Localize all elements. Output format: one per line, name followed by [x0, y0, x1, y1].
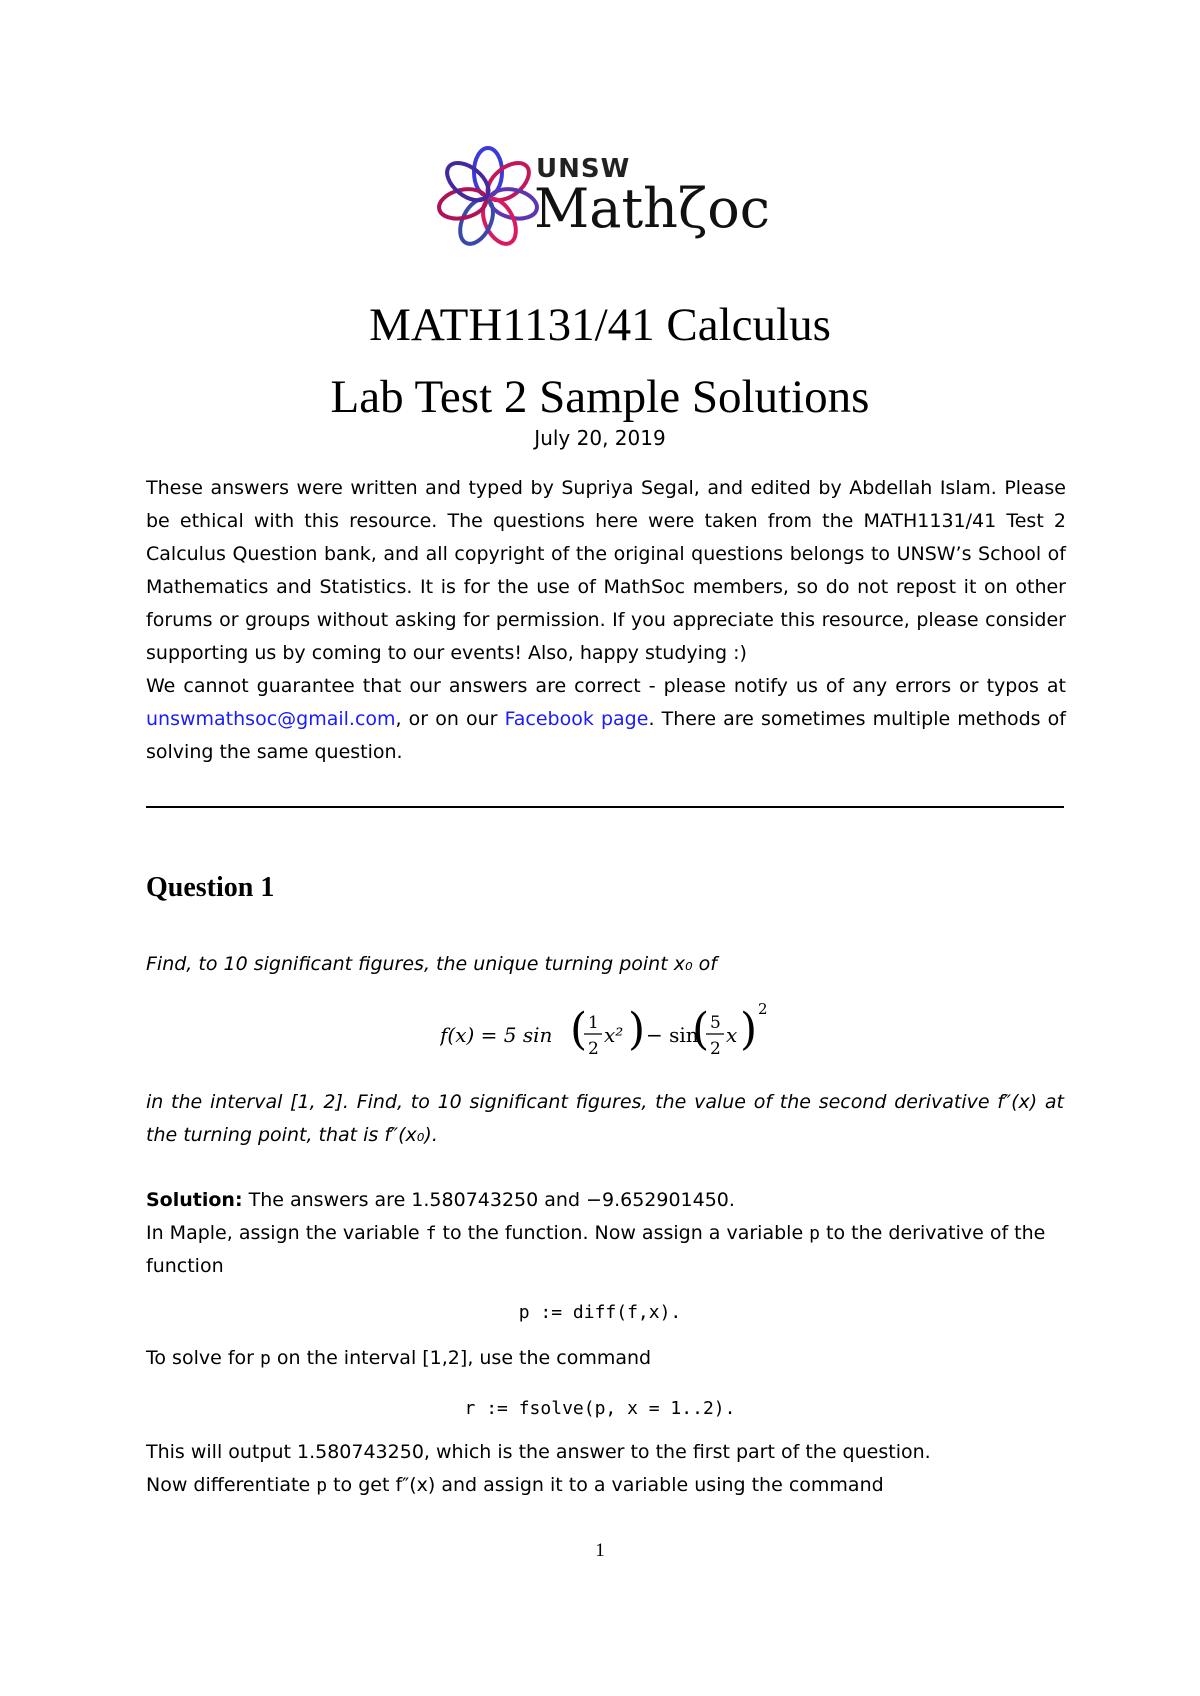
solution-section: [146, 1184, 1064, 1283]
variable-f: f: [425, 1223, 437, 1244]
formula-paren-open-1: (: [570, 1004, 588, 1055]
facebook-link[interactable]: Facebook page: [504, 708, 649, 730]
logo-mathsoc-text: Mathζoc: [534, 177, 770, 240]
formula-paren-close-2: ): [740, 1004, 758, 1055]
question-prompt-continued: in the interval [1, 2]. Find, to 10 significant figures, the value of the second derivative f″(x) at the turning point, that is f″(x₀).: [146, 1091, 1064, 1146]
maple-command-diff: p := diff(f,x).: [518, 1302, 682, 1323]
first-answer-note: This will output 1.580743250, which is the answer to the first part of the question.: [146, 1441, 931, 1463]
formula-minus-sin: − sin: [646, 1023, 699, 1047]
diff-variable-p: p: [316, 1475, 328, 1496]
intro-section: [146, 472, 1066, 769]
document-title: MATH1131/41 Calculus: [369, 299, 831, 351]
document-subtitle: Lab Test 2 Sample Solutions: [330, 371, 870, 423]
formula-paren-open-2: (: [692, 1004, 710, 1055]
formula-exponent: 2: [758, 1000, 768, 1018]
formula-frac1-den: 2: [588, 1039, 599, 1059]
solution-continuation: [146, 1436, 1064, 1502]
solve-variable-p: p: [259, 1348, 271, 1369]
maple-text-b: to the function. Now assign a variable: [436, 1222, 810, 1244]
solution-label: Solution:: [146, 1189, 243, 1211]
question-prompt: Find, to 10 significant figures, the unique turning point x₀ of: [146, 953, 717, 975]
solve-instruction: [146, 1342, 1064, 1375]
formula-frac2-num: 5: [710, 1013, 721, 1033]
formula-paren-close-1: ): [628, 1004, 646, 1055]
flower-logo-icon: [432, 142, 544, 254]
maple-text-c: to the derivative of the function: [146, 1222, 1046, 1277]
formula-inner1: x²: [604, 1023, 624, 1047]
formula-frac1-num: 1: [588, 1013, 599, 1033]
page-number: 1: [595, 1540, 605, 1561]
formula-lhs: f(x) = 5 sin: [440, 1023, 553, 1047]
solution-answers-line: [146, 1184, 1064, 1217]
diff-text-a: Now differentiate: [146, 1474, 317, 1496]
question-heading: Question 1: [146, 872, 275, 903]
email-link[interactable]: unswmathsoc@gmail.com: [146, 708, 396, 730]
disclaimer-text-c: . There are sometimes multiple methods of solving the same question.: [146, 708, 1066, 763]
intro-paragraph: These answers were written and typed by Supriya Segal, and edited by Abdellah Islam. Please be ethical with this resource. The questions here were taken from the MATH1131/41 Test 2 Calculus Question bank, and all copyright of the original questions belongs to UNSW’s School of Mathematics and Statistics. It is for the use of MathSoc members, so do not repost it on other forums or groups without asking for permission. If you appreciate this resource, please consider supporting us by coming to our events! Also, happy studying :): [146, 477, 1066, 664]
disclaimer-paragraph: [146, 670, 1066, 769]
document-date: July 20, 2019: [534, 426, 666, 450]
solve-text-b: on the interval [1,2], use the command: [270, 1347, 652, 1369]
mathsoc-logo: [432, 142, 792, 254]
disclaimer-text-b: , or on our: [395, 708, 505, 730]
maple-text-a: In Maple, assign the variable: [146, 1222, 426, 1244]
formula-inner2: x: [726, 1023, 738, 1047]
solution-answers: The answers are 1.580743250 and −9.652901450.: [242, 1189, 735, 1211]
logo-unsw-text: UNSW: [536, 154, 631, 184]
solve-text-a: To solve for: [146, 1347, 260, 1369]
solution-maple-instruction: [146, 1217, 1064, 1283]
diff-text-b: to get f″(x) and assign it to a variable using the command: [327, 1474, 884, 1496]
formula-frac2-den: 2: [710, 1039, 721, 1059]
maple-command-fsolve: r := fsolve(p, x = 1..2).: [464, 1398, 736, 1419]
disclaimer-text-a: We cannot guarantee that our answers are correct - please notify us of any errors or typos at: [146, 675, 1066, 697]
section-divider: [146, 806, 1064, 808]
variable-p: p: [809, 1223, 821, 1244]
differentiate-instruction: [146, 1469, 1064, 1502]
function-formula: [440, 1000, 770, 1070]
